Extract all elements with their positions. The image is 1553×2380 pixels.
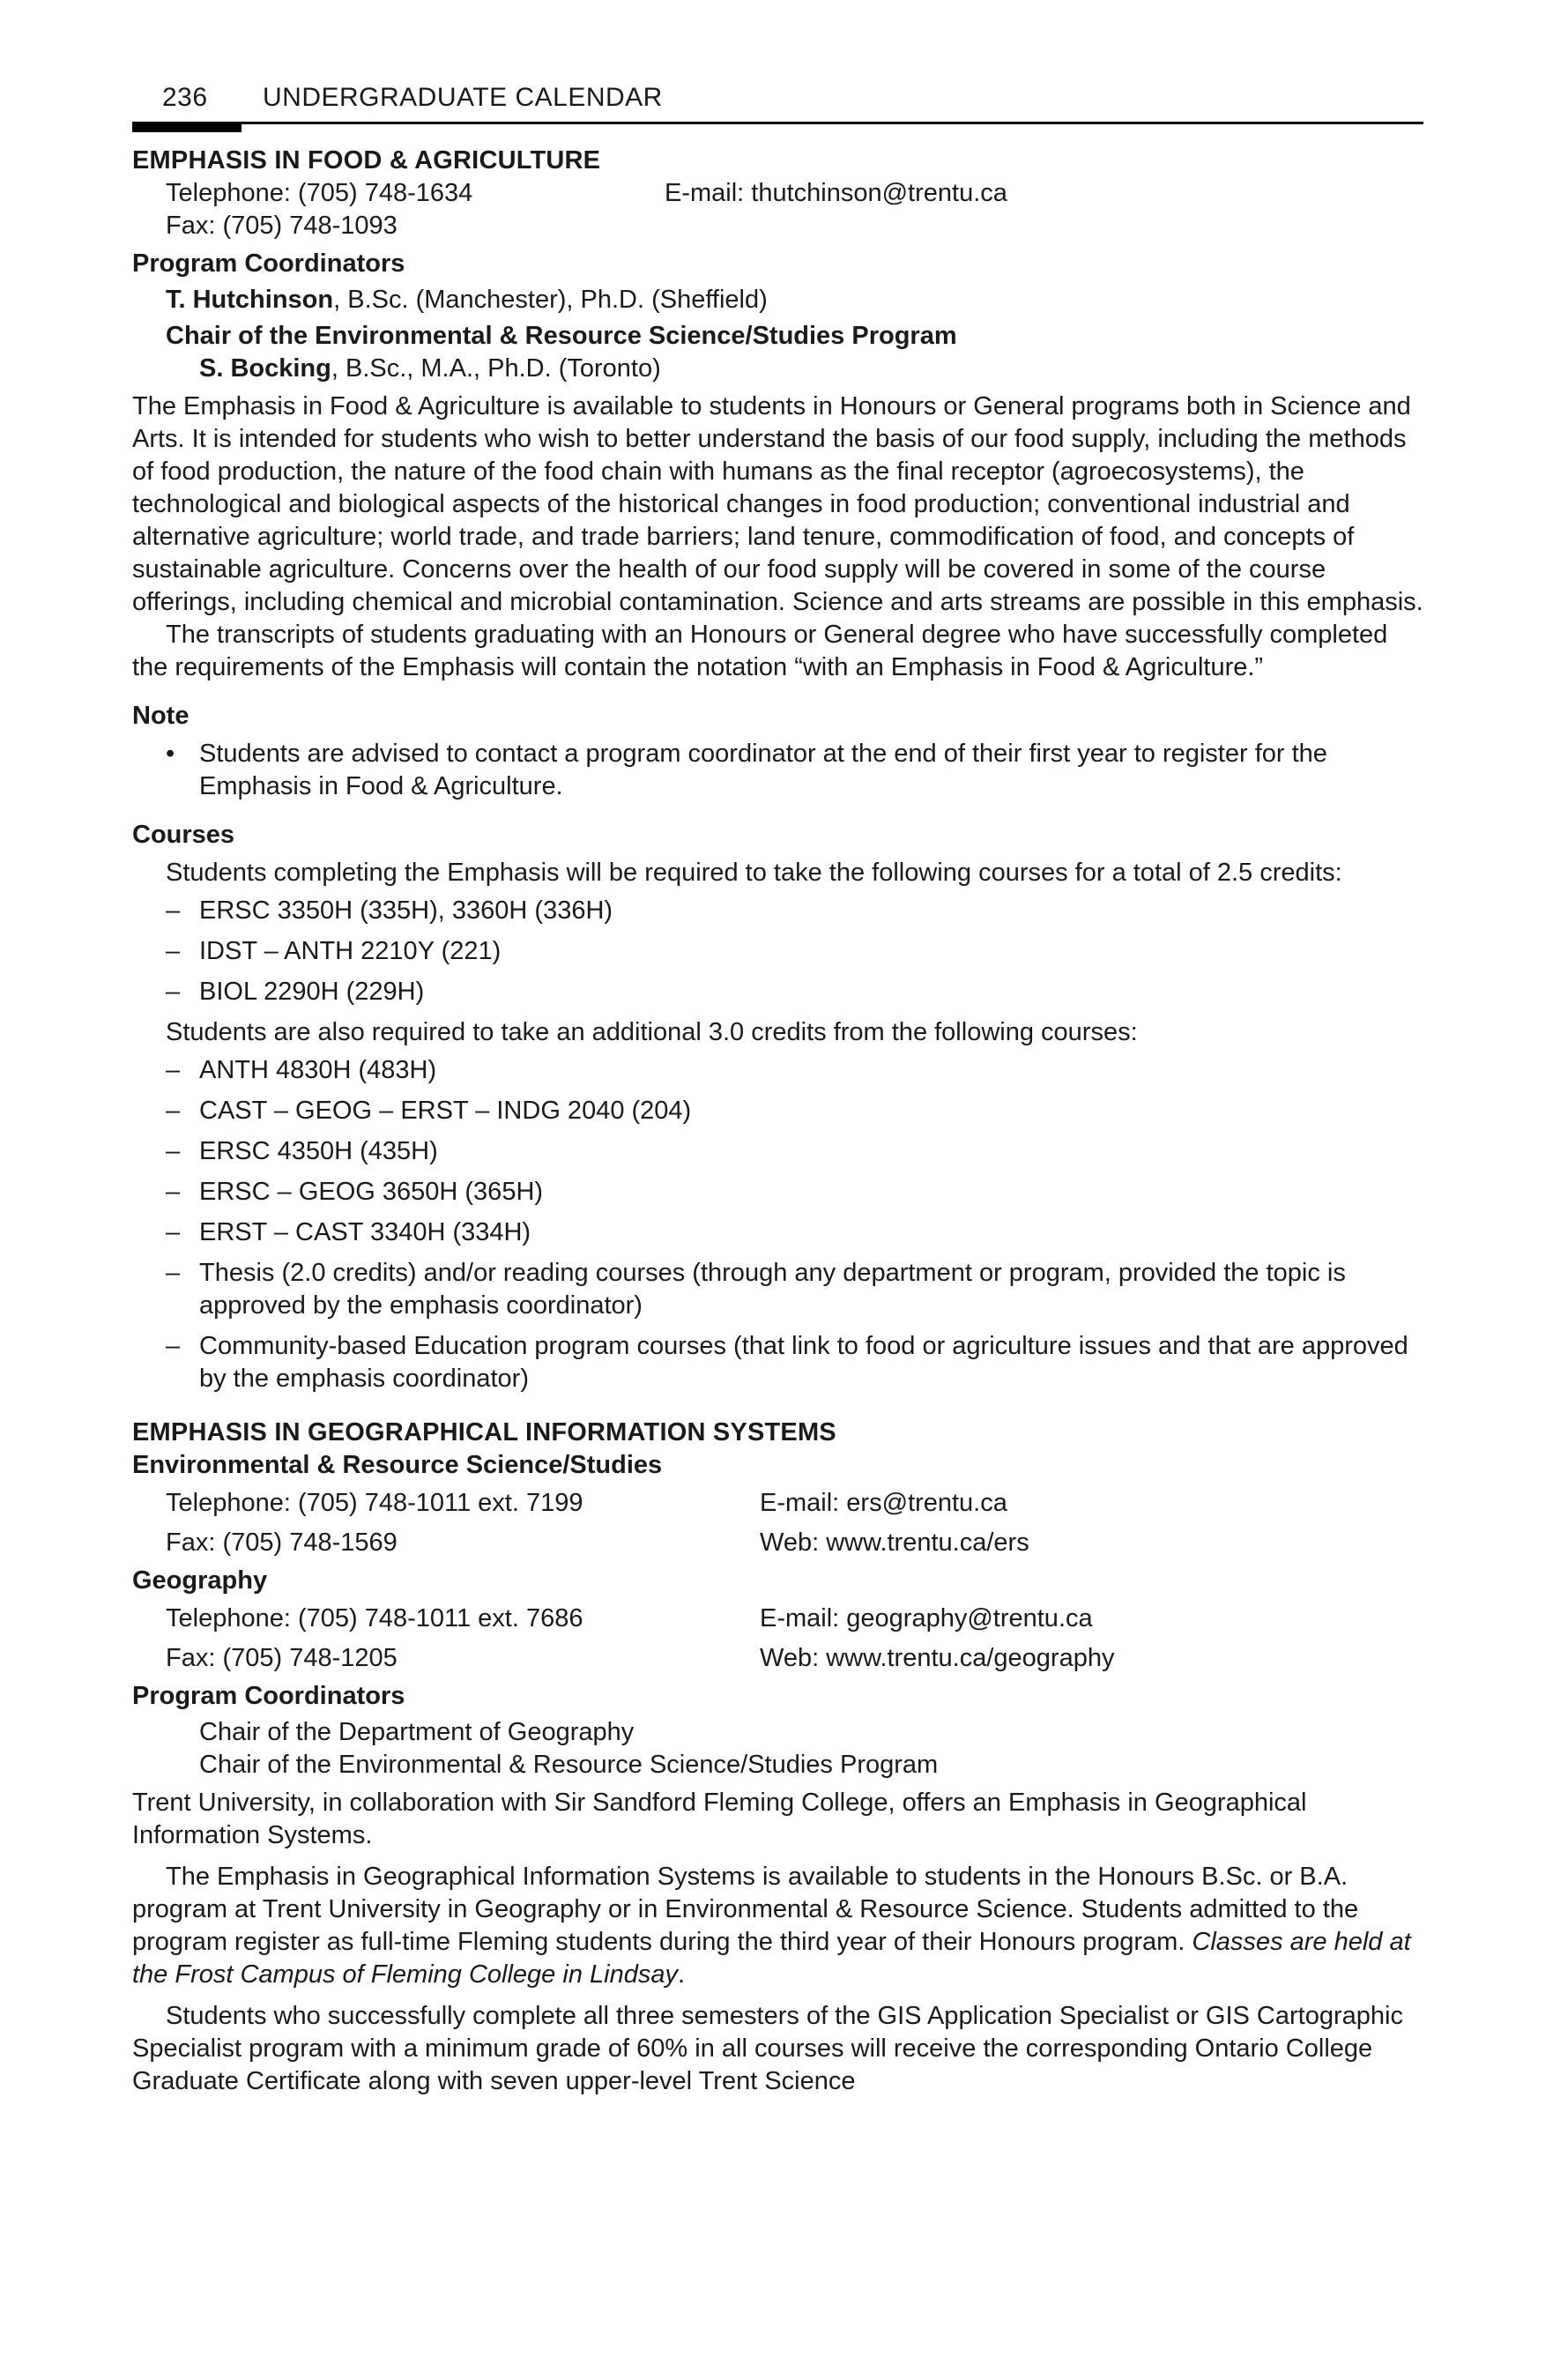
ers-email: E-mail: ers@trentu.ca	[760, 1489, 1007, 1517]
list-item	[132, 1216, 1423, 1249]
gis-paragraph-2-end: .	[677, 1960, 686, 1989]
dash-mark: –	[166, 937, 181, 965]
running-title: UNDERGRADUATE CALENDAR	[263, 83, 663, 112]
gis-coordinator-2: Chair of the Environmental & Resource Science/Studies Program	[199, 1751, 939, 1779]
food-additional-intro: Students are also required to take an additional 3.0 credits from the following courses:	[166, 1018, 1138, 1046]
ers-contact-row-1	[132, 1487, 1423, 1520]
food-contact-row-1	[132, 177, 1423, 210]
coordinator-1-name: T. Hutchinson	[166, 286, 334, 314]
food-coordinator-2	[132, 353, 1423, 385]
header-tab-bar	[132, 122, 241, 132]
geo-fax: Fax: (705) 748-1205	[166, 1644, 398, 1672]
geo-contact-row-2	[132, 1642, 1423, 1675]
geo-email: E-mail: geography@trentu.ca	[760, 1604, 1093, 1633]
list-item	[132, 1054, 1423, 1087]
dash-mark: –	[166, 1056, 181, 1084]
food-section-title: EMPHASIS IN FOOD & AGRICULTURE	[132, 146, 601, 175]
course-entry: IDST – ANTH 2210Y (221)	[199, 937, 502, 965]
food-fax: Fax: (705) 748-1093	[166, 212, 398, 240]
calendar-page	[132, 76, 1423, 2098]
food-paragraph-2: The transcripts of students graduating with an Honours or General degree who have successfully completed the requirements of the Emphasis will contain the notation “with an Emphasis in Food & Agriculture.”	[132, 621, 1388, 681]
course-entry: ERST – CAST 3340H (334H)	[199, 1218, 531, 1246]
gis-section	[132, 1417, 1423, 2098]
coordinator-2-name: S. Bocking	[199, 354, 331, 383]
gis-paragraph-1: Trent University, in collaboration with Sir Sandford Fleming College, offers an Emphasis in Geographical Information Systems.	[132, 1789, 1307, 1849]
dash-mark: –	[166, 1178, 181, 1206]
food-chair-title: Chair of the Environmental & Resource Science/Studies Program	[166, 322, 957, 350]
food-courses-heading: Courses	[132, 821, 235, 849]
ers-web: Web: www.trentu.ca/ers	[760, 1528, 1029, 1557]
geo-web: Web: www.trentu.ca/geography	[760, 1644, 1115, 1672]
food-coordinator-1	[132, 284, 1423, 316]
list-item	[132, 1330, 1423, 1395]
gis-coordinator-1: Chair of the Department of Geography	[199, 1718, 635, 1746]
dash-mark: –	[166, 1137, 181, 1165]
course-entry: Thesis (2.0 credits) and/or reading courses (through any department or program, provided the topic is approved by the emphasis coordinator)	[199, 1259, 1346, 1320]
bullet-mark: •	[166, 740, 175, 768]
list-item	[132, 895, 1423, 927]
dash-mark: –	[166, 1332, 181, 1360]
course-entry: Community-based Education program courses (that link to food or agriculture issues and that are approved by the emphasis coordinator)	[199, 1332, 1408, 1393]
gis-geography-heading: Geography	[132, 1566, 268, 1595]
ers-contact-row-2	[132, 1527, 1423, 1559]
running-header	[132, 76, 1423, 125]
gis-coordinators-heading: Program Coordinators	[132, 1682, 405, 1710]
ers-telephone: Telephone: (705) 748-1011 ext. 7199	[166, 1489, 583, 1517]
food-coordinators-heading: Program Coordinators	[132, 249, 405, 278]
gis-ers-heading: Environmental & Resource Science/Studies	[132, 1451, 663, 1479]
course-entry: BIOL 2290H (229H)	[199, 978, 425, 1006]
list-item	[132, 1095, 1423, 1127]
food-required-list	[132, 895, 1423, 1008]
food-agriculture-section	[132, 145, 1423, 1395]
food-note-text: Students are advised to contact a program coordinator at the end of their first year to register for the Emphasis in Food & Agriculture.	[199, 740, 1327, 800]
geo-telephone: Telephone: (705) 748-1011 ext. 7686	[166, 1604, 583, 1633]
food-contact-row-2	[132, 210, 1423, 242]
gis-section-title: EMPHASIS IN GEOGRAPHICAL INFORMATION SYSTEMS	[132, 1418, 836, 1447]
gis-paragraph-2	[132, 1861, 1423, 1991]
food-telephone: Telephone: (705) 748-1634	[166, 179, 473, 207]
food-note-heading: Note	[132, 702, 189, 730]
dash-mark: –	[166, 1259, 181, 1287]
list-item	[132, 1176, 1423, 1209]
gis-paragraph-2-text: The Emphasis in Geographical Information Systems is available to students in the Honours B.Sc. or B.A. program at Trent University in Geography or in Environmental & Resource Science. Students admitted to the program register as full-time Fleming students during the third year of their Honours program.	[132, 1863, 1359, 1956]
coordinator-1-credentials: , B.Sc. (Manchester), Ph.D. (Sheffield)	[333, 286, 768, 314]
dash-mark: –	[166, 1097, 181, 1125]
dash-mark: –	[166, 896, 181, 925]
food-required-intro: Students completing the Emphasis will be required to take the following courses for a total of 2.5 credits:	[166, 859, 1342, 887]
page-number: 236	[162, 83, 208, 112]
course-entry: ERSC 3350H (335H), 3360H (336H)	[199, 896, 613, 925]
ers-fax: Fax: (705) 748-1569	[166, 1528, 398, 1557]
dash-mark: –	[166, 1218, 181, 1246]
course-entry: ERSC – GEOG 3650H (365H)	[199, 1178, 544, 1206]
list-item	[132, 1257, 1423, 1322]
gis-paragraph-2-italic: Classes are held at the Frost Campus of Fleming College in Lindsay	[132, 1928, 1411, 1989]
list-item	[132, 976, 1423, 1008]
course-entry: ANTH 4830H (483H)	[199, 1056, 437, 1084]
coordinator-2-credentials: , B.Sc., M.A., Ph.D. (Toronto)	[331, 354, 661, 383]
food-paragraph-1: The Emphasis in Food & Agriculture is available to students in Honours or General programs both in Science and Arts. It is intended for students who wish to better understand the basis of our food supply, including the methods of food production, the nature of the food chain with humans as the final receptor (agroecosystems), the technological and biological aspects of the historical changes in food production; conventional industrial and alternative agriculture; world trade, and trade barriers; land tenure, commodification of food, and concepts of sustainable agriculture. Concerns over the health of our food supply will be covered in some of the course offerings, including chemical and microbial contamination. Science and arts streams are possible in this emphasis.	[132, 392, 1423, 616]
food-note-item	[132, 738, 1423, 803]
list-item	[132, 1135, 1423, 1168]
course-entry: CAST – GEOG – ERST – INDG 2040 (204)	[199, 1097, 692, 1125]
food-email: E-mail: thutchinson@trentu.ca	[665, 179, 1007, 207]
gis-paragraph-3: Students who successfully complete all three semesters of the GIS Application Specialist or GIS Cartographic Specialist program with a minimum grade of 60% in all courses will receive the corresponding Ontario College Graduate Certificate along with seven upper-level Trent Science	[132, 2002, 1403, 2095]
course-entry: ERSC 4350H (435H)	[199, 1137, 438, 1165]
dash-mark: –	[166, 978, 181, 1006]
header-rule	[132, 122, 1423, 124]
list-item	[132, 935, 1423, 968]
geo-contact-row-1	[132, 1603, 1423, 1635]
food-additional-list	[132, 1054, 1423, 1395]
